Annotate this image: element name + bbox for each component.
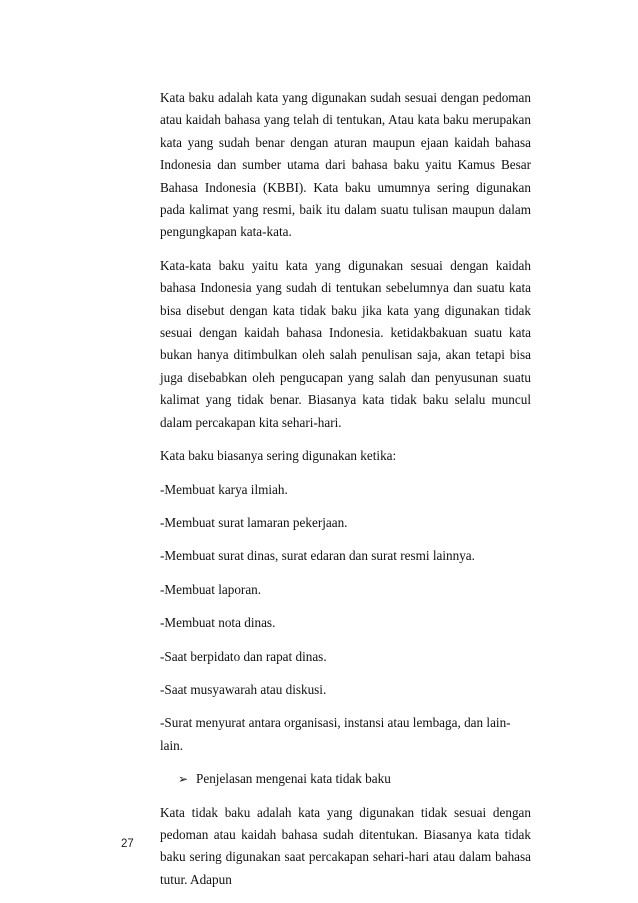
list-item: -Saat musyawarah atau diskusi. [160, 681, 327, 697]
arrow-bullet-icon: ➢ [178, 772, 189, 787]
paragraph-definition-kata-tidak-baku: Kata tidak baku adalah kata yang digunakan tidak sesuai dengan pedoman atau kaidah bahasa sudah ditentukan. Biasanya kata tidak baku sering digunakan saat percakapan sehari-hari atau dalam bahasa tutur. Adapun [160, 804, 531, 887]
page-number: 27 [121, 838, 134, 850]
paragraph-definition-kata-baku: Kata baku adalah kata yang digunakan sudah sesuai dengan pedoman atau kaidah bahasa yang telah di tentukan, Atau kata baku merupakan kata yang sudah benar dengan aturan maupun ejaan kaidah bahasa Indonesia dan sumber utama dari bahasa baku yaitu Kamus Besar Bahasa Indonesia (KBBI). Kata baku umumnya sering digunakan pada kalimat yang resmi, baik itu dalam suatu tulisan maupun dalam pengungkapan kata-kata. [160, 90, 531, 240]
body-text [160, 87, 531, 891]
list-intro: Kata baku biasanya sering digunakan ketika: [160, 448, 397, 464]
bullet-heading [160, 768, 531, 790]
list-item: -Membuat laporan. [160, 581, 262, 597]
list-item: -Membuat nota dinas. [160, 615, 276, 631]
list-item: -Membuat karya ilmiah. [160, 481, 288, 497]
list-item: -Membuat surat lamaran pekerjaan. [160, 514, 348, 530]
list-item: -Membuat surat dinas, surat edaran dan surat resmi lainnya. [160, 548, 475, 564]
paragraph-kata-tidak-baku: Kata-kata baku yaitu kata yang digunakan sesuai dengan kaidah bahasa Indonesia yang sudah di tentukan sebelumnya dan suatu kata bisa disebut dengan kata tidak baku jika kata yang digunakan tidak sesuai dengan kaidah bahasa Indonesia. ketidakbakuan suatu kata bukan hanya ditimbulkan oleh salah penulisan saja, akan tetapi bisa juga disebabkan oleh pengucapan yang salah dan penyusunan suatu kalimat yang tidak benar. Biasanya kata tidak baku selalu muncul dalam percakapan kita sehari-hari. [160, 257, 531, 430]
list-item: -Saat berpidato dan rapat dinas. [160, 648, 327, 664]
bullet-heading-text: Penjelasan mengenai kata tidak baku [196, 771, 391, 787]
list-item: -Surat menyurat antara organisasi, instansi atau lembaga, dan lain-lain. [160, 715, 511, 753]
